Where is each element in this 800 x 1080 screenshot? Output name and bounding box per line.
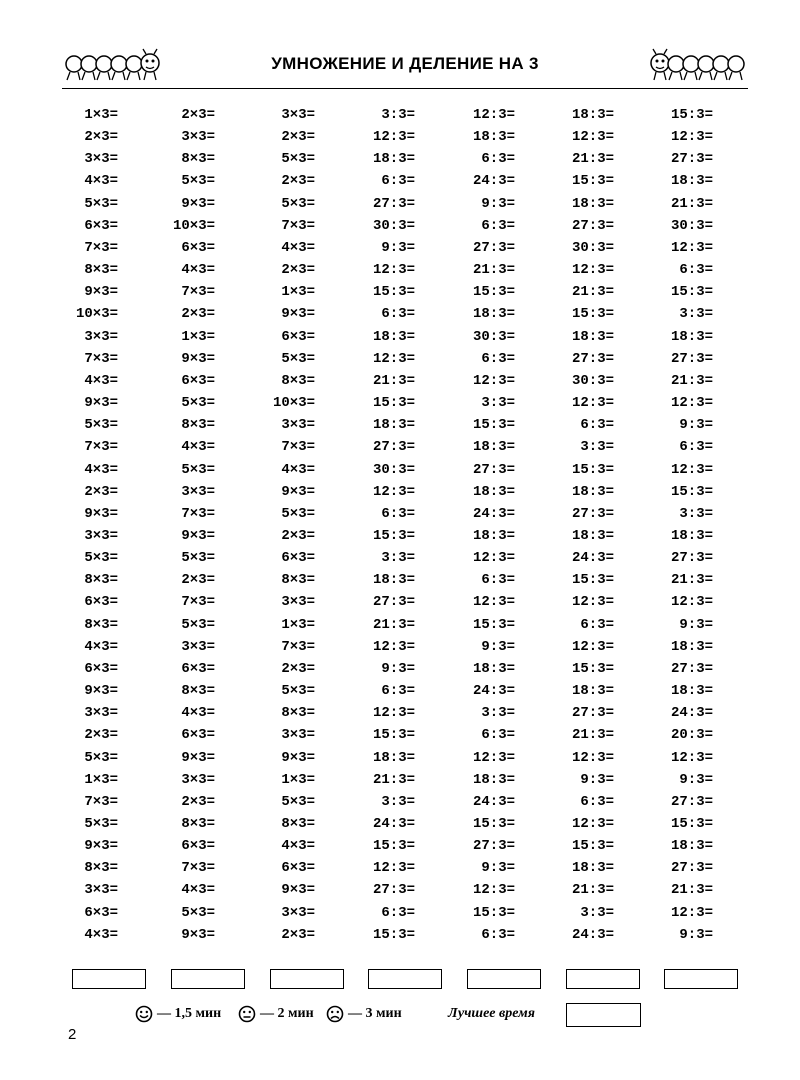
- exercise-item: 3×3=: [281, 904, 315, 921]
- exercise-item: 27:3=: [472, 239, 515, 256]
- exercise-item: 15:3=: [372, 838, 415, 855]
- exercise-item: 15:3=: [571, 660, 614, 677]
- exercise-item: 5×3=: [84, 195, 118, 212]
- exercise-item: 2×3=: [84, 727, 118, 744]
- exercise-item: 12:3=: [372, 129, 415, 146]
- exercise-item: 12:3=: [472, 550, 515, 567]
- exercise-column: [305, 104, 415, 946]
- exercise-item: 9:3=: [679, 926, 713, 943]
- exercise-item: 27:3=: [372, 439, 415, 456]
- exercise-item: 12:3=: [372, 350, 415, 367]
- exercise-item: 8×3=: [84, 262, 118, 279]
- exercise-item: 6×3=: [84, 660, 118, 677]
- exercise-item: 15:3=: [571, 306, 614, 323]
- exercise-item: 18:3=: [372, 749, 415, 766]
- exercise-item: 15:3=: [571, 173, 614, 190]
- exercise-item: 6:3=: [481, 926, 515, 943]
- exercise-item: 12:3=: [670, 594, 713, 611]
- column-time-box[interactable]: [664, 969, 738, 989]
- exercise-item: 12:3=: [670, 129, 713, 146]
- exercise-item: 30:3=: [472, 328, 515, 345]
- exercise-column: [205, 104, 315, 946]
- exercise-item: 9:3=: [580, 771, 614, 788]
- exercise-item: 6:3=: [580, 616, 614, 633]
- exercise-item: 6×3=: [84, 594, 118, 611]
- exercise-item: 9×3=: [181, 749, 215, 766]
- exercise-item: 2×3=: [281, 660, 315, 677]
- exercise-item: 12:3=: [372, 705, 415, 722]
- exercise-item: 5×3=: [181, 904, 215, 921]
- exercise-item: 4×3=: [181, 705, 215, 722]
- column-time-box[interactable]: [368, 969, 442, 989]
- exercise-item: 5×3=: [181, 173, 215, 190]
- exercise-item: 2×3=: [281, 527, 315, 544]
- exercise-item: 30:3=: [571, 239, 614, 256]
- exercise-item: 12:3=: [472, 372, 515, 389]
- exercise-item: 5×3=: [281, 195, 315, 212]
- exercise-item: 5×3=: [84, 550, 118, 567]
- exercise-item: 4×3=: [84, 926, 118, 943]
- exercise-item: 15:3=: [670, 816, 713, 832]
- exercise-item: 3:3=: [381, 107, 415, 123]
- exercise-item: 6:3=: [381, 505, 415, 522]
- exercise-item: 15:3=: [571, 461, 614, 478]
- exercise-item: 2×3=: [181, 793, 215, 810]
- exercise-item: 2×3=: [181, 306, 215, 323]
- exercise-item: 12:3=: [472, 749, 515, 766]
- exercise-item: 3:3=: [580, 904, 614, 921]
- exercise-column: [105, 104, 215, 946]
- exercise-item: 24:3=: [670, 705, 713, 722]
- exercise-item: 18:3=: [372, 572, 415, 589]
- exercise-item: 5×3=: [181, 550, 215, 567]
- column-time-box[interactable]: [467, 969, 541, 989]
- exercise-item: 8×3=: [281, 572, 315, 589]
- exercise-item: 7×3=: [281, 439, 315, 456]
- exercise-item: 18:3=: [571, 860, 614, 877]
- exercise-item: 3×3=: [281, 594, 315, 611]
- exercise-item: 3×3=: [181, 129, 215, 146]
- exercise-item: 9:3=: [481, 860, 515, 877]
- exercise-item: 30:3=: [571, 372, 614, 389]
- exercise-item: 5×3=: [281, 505, 315, 522]
- exercise-item: 15:3=: [372, 727, 415, 744]
- exercise-item: 27:3=: [571, 705, 614, 722]
- exercise-item: 27:3=: [472, 461, 515, 478]
- timing-legend: [0, 1003, 800, 1029]
- column-time-box[interactable]: [566, 969, 640, 989]
- exercise-item: 2×3=: [84, 129, 118, 146]
- exercise-item: 21:3=: [571, 284, 614, 301]
- exercise-item: 24:3=: [472, 793, 515, 810]
- exercise-item: 12:3=: [571, 749, 614, 766]
- exercise-item: 5×3=: [84, 749, 118, 766]
- exercise-item: 6×3=: [281, 860, 315, 877]
- exercise-item: 6:3=: [381, 173, 415, 190]
- exercise-item: 7×3=: [84, 350, 118, 367]
- exercise-item: 21:3=: [571, 151, 614, 168]
- exercise-item: 15:3=: [372, 926, 415, 943]
- exercise-item: 6×3=: [84, 217, 118, 234]
- exercise-item: 3:3=: [679, 306, 713, 323]
- exercise-item: 3×3=: [281, 107, 315, 123]
- exercise-item: 2×3=: [84, 483, 118, 500]
- exercise-item: 10×3=: [172, 217, 215, 234]
- neutral-time-label: — 2 мин: [260, 1006, 314, 1021]
- exercise-item: 4×3=: [84, 173, 118, 190]
- exercise-item: 9×3=: [281, 483, 315, 500]
- exercise-item: 3×3=: [84, 882, 118, 899]
- exercise-item: 18:3=: [472, 771, 515, 788]
- exercise-item: 12:3=: [670, 239, 713, 256]
- exercise-item: 15:3=: [670, 284, 713, 301]
- exercise-item: 18:3=: [472, 483, 515, 500]
- exercise-item: 6×3=: [181, 727, 215, 744]
- exercise-item: 4×3=: [181, 882, 215, 899]
- exercise-item: 5×3=: [281, 793, 315, 810]
- exercise-item: 30:3=: [372, 217, 415, 234]
- exercise-item: 12:3=: [571, 638, 614, 655]
- exercise-item: 12:3=: [372, 860, 415, 877]
- exercise-item: 21:3=: [372, 771, 415, 788]
- exercise-item: 12:3=: [472, 594, 515, 611]
- exercise-item: 6×3=: [281, 328, 315, 345]
- exercise-item: 12:3=: [372, 262, 415, 279]
- exercise-column: [504, 104, 614, 946]
- exercise-item: 7×3=: [281, 638, 315, 655]
- exercise-item: 12:3=: [571, 594, 614, 611]
- page-header: [62, 48, 748, 88]
- header-divider: [62, 88, 748, 89]
- exercise-item: 3×3=: [181, 483, 215, 500]
- caterpillar-right-icon: [648, 48, 748, 84]
- exercise-item: 4×3=: [84, 372, 118, 389]
- exercise-item: 27:3=: [670, 151, 713, 168]
- exercise-item: 9×3=: [281, 749, 315, 766]
- exercise-item: 18:3=: [472, 660, 515, 677]
- exercise-item: 18:3=: [571, 195, 614, 212]
- exercise-item: 4×3=: [281, 461, 315, 478]
- exercise-item: 6:3=: [481, 350, 515, 367]
- exercise-item: 6:3=: [481, 572, 515, 589]
- exercise-column: [405, 104, 515, 946]
- exercise-item: 9×3=: [84, 838, 118, 855]
- exercise-item: 6:3=: [481, 217, 515, 234]
- exercise-item: 5×3=: [84, 816, 118, 832]
- exercise-item: 3:3=: [381, 793, 415, 810]
- exercise-item: 21:3=: [670, 195, 713, 212]
- exercise-item: 27:3=: [670, 350, 713, 367]
- exercise-item: 7×3=: [84, 439, 118, 456]
- neutral-face-icon: [238, 1005, 256, 1023]
- exercise-item: 7×3=: [181, 860, 215, 877]
- exercise-item: 21:3=: [670, 572, 713, 589]
- exercise-item: 7×3=: [181, 594, 215, 611]
- exercise-item: 1×3=: [84, 107, 118, 123]
- exercise-item: 12:3=: [670, 904, 713, 921]
- exercise-item: 18:3=: [670, 173, 713, 190]
- exercise-item: 3×3=: [84, 527, 118, 544]
- exercise-item: 1×3=: [281, 284, 315, 301]
- exercise-item: 7×3=: [84, 793, 118, 810]
- exercise-item: 2×3=: [281, 262, 315, 279]
- exercise-item: 1×3=: [281, 616, 315, 633]
- exercise-item: 9×3=: [281, 882, 315, 899]
- exercise-item: 18:3=: [571, 527, 614, 544]
- exercise-item: 3:3=: [481, 705, 515, 722]
- exercise-item: 7×3=: [84, 239, 118, 256]
- exercise-item: 9×3=: [84, 284, 118, 301]
- exercise-item: 4×3=: [181, 262, 215, 279]
- exercise-item: 18:3=: [372, 151, 415, 168]
- exercise-item: 9:3=: [381, 239, 415, 256]
- exercise-item: 6×3=: [181, 372, 215, 389]
- exercise-item: 24:3=: [571, 550, 614, 567]
- exercise-item: 12:3=: [571, 395, 614, 412]
- exercise-item: 12:3=: [372, 483, 415, 500]
- exercise-item: 27:3=: [571, 505, 614, 522]
- exercise-item: 4×3=: [281, 239, 315, 256]
- exercise-item: 18:3=: [472, 439, 515, 456]
- exercise-item: 3×3=: [181, 771, 215, 788]
- exercise-item: 3×3=: [84, 705, 118, 722]
- exercise-item: 6:3=: [381, 683, 415, 700]
- page-title: УМНОЖЕНИЕ И ДЕЛЕНИЕ НА 3: [271, 54, 539, 73]
- exercise-item: 8×3=: [181, 417, 215, 434]
- exercise-item: 9×3=: [181, 926, 215, 943]
- exercise-item: 12:3=: [372, 638, 415, 655]
- exercise-item: 18:3=: [472, 306, 515, 323]
- exercise-item: 30:3=: [670, 217, 713, 234]
- sad-time-label: — 3 мин: [348, 1006, 402, 1021]
- exercise-item: 8×3=: [281, 372, 315, 389]
- exercise-item: 6×3=: [181, 239, 215, 256]
- exercise-item: 15:3=: [670, 107, 713, 123]
- exercise-item: 6×3=: [281, 550, 315, 567]
- exercise-item: 18:3=: [571, 328, 614, 345]
- exercise-item: 27:3=: [571, 217, 614, 234]
- exercise-item: 30:3=: [372, 461, 415, 478]
- exercise-item: 3×3=: [281, 727, 315, 744]
- exercise-item: 2×3=: [281, 129, 315, 146]
- exercise-item: 12:3=: [670, 749, 713, 766]
- exercise-item: 9×3=: [181, 527, 215, 544]
- exercise-item: 2×3=: [281, 926, 315, 943]
- exercise-item: 6:3=: [381, 904, 415, 921]
- exercise-item: 9:3=: [481, 195, 515, 212]
- exercise-item: 12:3=: [571, 816, 614, 832]
- exercise-item: 12:3=: [472, 882, 515, 899]
- exercise-item: 15:3=: [372, 395, 415, 412]
- exercise-item: 15:3=: [472, 616, 515, 633]
- exercise-item: 2×3=: [281, 173, 315, 190]
- exercise-item: 12:3=: [571, 262, 614, 279]
- exercise-item: 4×3=: [84, 461, 118, 478]
- exercise-item: 18:3=: [670, 683, 713, 700]
- exercise-item: 18:3=: [472, 129, 515, 146]
- exercise-item: 2×3=: [181, 572, 215, 589]
- exercise-item: 15:3=: [472, 816, 515, 832]
- best-time-box[interactable]: [566, 1003, 641, 1027]
- exercise-item: 3:3=: [679, 505, 713, 522]
- exercise-item: 20:3=: [670, 727, 713, 744]
- exercise-item: 6×3=: [181, 660, 215, 677]
- exercise-item: 18:3=: [571, 107, 614, 123]
- smile-face-icon: [135, 1005, 153, 1023]
- answer-boxes: [0, 969, 800, 991]
- exercise-item: 5×3=: [181, 461, 215, 478]
- exercise-item: 24:3=: [372, 816, 415, 832]
- exercise-item: 18:3=: [670, 638, 713, 655]
- exercise-item: 6×3=: [84, 904, 118, 921]
- exercise-item: 1×3=: [84, 771, 118, 788]
- exercise-item: 27:3=: [372, 195, 415, 212]
- best-time-label: Лучшее время: [448, 1006, 535, 1021]
- exercise-item: 8×3=: [84, 860, 118, 877]
- exercise-item: 6:3=: [481, 727, 515, 744]
- exercise-item: 21:3=: [372, 616, 415, 633]
- exercise-item: 8×3=: [181, 816, 215, 832]
- exercise-item: 6:3=: [580, 417, 614, 434]
- exercise-item: 18:3=: [571, 683, 614, 700]
- exercise-item: 15:3=: [372, 284, 415, 301]
- exercise-item: 8×3=: [281, 816, 315, 832]
- exercise-item: 15:3=: [372, 527, 415, 544]
- exercise-item: 10×3=: [272, 395, 315, 412]
- exercise-item: 3:3=: [580, 439, 614, 456]
- exercise-item: 9:3=: [481, 638, 515, 655]
- exercise-item: 9×3=: [281, 306, 315, 323]
- sad-face-icon: [326, 1005, 344, 1023]
- exercise-item: 12:3=: [472, 107, 515, 123]
- exercise-item: 15:3=: [472, 904, 515, 921]
- exercise-item: 27:3=: [670, 660, 713, 677]
- exercise-item: 4×3=: [281, 838, 315, 855]
- exercise-item: 4×3=: [84, 638, 118, 655]
- exercise-item: 18:3=: [670, 838, 713, 855]
- exercise-item: 21:3=: [670, 372, 713, 389]
- exercise-item: 15:3=: [670, 483, 713, 500]
- exercise-item: 2×3=: [181, 107, 215, 123]
- exercise-item: 21:3=: [571, 727, 614, 744]
- column-time-box[interactable]: [171, 969, 245, 989]
- exercise-item: 15:3=: [472, 417, 515, 434]
- exercise-item: 5×3=: [181, 395, 215, 412]
- column-time-box[interactable]: [270, 969, 344, 989]
- exercise-item: 8×3=: [281, 705, 315, 722]
- exercise-item: 3:3=: [481, 395, 515, 412]
- exercise-item: 27:3=: [670, 793, 713, 810]
- exercise-item: 24:3=: [472, 683, 515, 700]
- exercise-item: 24:3=: [472, 505, 515, 522]
- exercise-item: 3×3=: [84, 151, 118, 168]
- exercise-item: 21:3=: [372, 372, 415, 389]
- exercise-item: 18:3=: [670, 527, 713, 544]
- exercise-item: 8×3=: [84, 616, 118, 633]
- exercise-item: 6:3=: [679, 439, 713, 456]
- exercise-item: 5×3=: [281, 350, 315, 367]
- exercise-item: 24:3=: [472, 173, 515, 190]
- exercise-item: 6:3=: [580, 793, 614, 810]
- exercise-item: 8×3=: [84, 572, 118, 589]
- exercise-item: 5×3=: [281, 683, 315, 700]
- exercise-item: 10×3=: [75, 306, 118, 323]
- exercise-item: 9×3=: [84, 683, 118, 700]
- exercise-item: 5×3=: [181, 616, 215, 633]
- exercise-item: 1×3=: [181, 328, 215, 345]
- exercise-item: 6:3=: [481, 151, 515, 168]
- exercise-item: 5×3=: [84, 417, 118, 434]
- exercise-item: 9:3=: [679, 771, 713, 788]
- exercise-item: 5×3=: [281, 151, 315, 168]
- exercise-item: 6:3=: [381, 306, 415, 323]
- exercise-item: 27:3=: [571, 350, 614, 367]
- exercise-column: [603, 104, 713, 946]
- exercise-item: 3×3=: [281, 417, 315, 434]
- exercise-item: 7×3=: [181, 505, 215, 522]
- exercise-item: 7×3=: [281, 217, 315, 234]
- exercise-item: 1×3=: [281, 771, 315, 788]
- exercise-item: 9:3=: [679, 417, 713, 434]
- exercise-item: 8×3=: [181, 683, 215, 700]
- exercise-item: 6×3=: [181, 838, 215, 855]
- exercise-item: 6:3=: [679, 262, 713, 279]
- exercise-item: 4×3=: [181, 439, 215, 456]
- exercise-item: 9:3=: [679, 616, 713, 633]
- exercise-item: 24:3=: [571, 926, 614, 943]
- exercise-item: 3×3=: [84, 328, 118, 345]
- exercise-item: 27:3=: [372, 882, 415, 899]
- exercise-item: 9:3=: [381, 660, 415, 677]
- exercise-item: 9×3=: [84, 395, 118, 412]
- exercise-item: 18:3=: [670, 328, 713, 345]
- exercise-item: 18:3=: [472, 527, 515, 544]
- exercise-item: 9×3=: [181, 195, 215, 212]
- exercise-item: 18:3=: [372, 328, 415, 345]
- exercise-item: 9×3=: [181, 350, 215, 367]
- exercise-item: 3×3=: [181, 638, 215, 655]
- exercise-item: 3:3=: [381, 550, 415, 567]
- exercise-item: 9×3=: [84, 505, 118, 522]
- column-time-box[interactable]: [72, 969, 146, 989]
- exercise-item: 15:3=: [571, 572, 614, 589]
- exercise-item: 15:3=: [571, 838, 614, 855]
- exercise-item: 21:3=: [571, 882, 614, 899]
- exercise-item: 8×3=: [181, 151, 215, 168]
- exercise-item: 21:3=: [472, 262, 515, 279]
- page-number: 2: [68, 1026, 77, 1043]
- exercise-item: 27:3=: [670, 550, 713, 567]
- exercise-item: 18:3=: [372, 417, 415, 434]
- exercise-item: 7×3=: [181, 284, 215, 301]
- exercise-item: 21:3=: [670, 882, 713, 899]
- exercise-item: 12:3=: [571, 129, 614, 146]
- exercise-item: 27:3=: [372, 594, 415, 611]
- smile-time-label: — 1,5 мин: [157, 1006, 222, 1021]
- exercise-item: 27:3=: [670, 860, 713, 877]
- exercise-item: 15:3=: [472, 284, 515, 301]
- exercise-column: [8, 104, 118, 946]
- exercise-item: 18:3=: [571, 483, 614, 500]
- exercise-item: 12:3=: [670, 461, 713, 478]
- exercise-item: 12:3=: [670, 395, 713, 412]
- exercise-item: 27:3=: [472, 838, 515, 855]
